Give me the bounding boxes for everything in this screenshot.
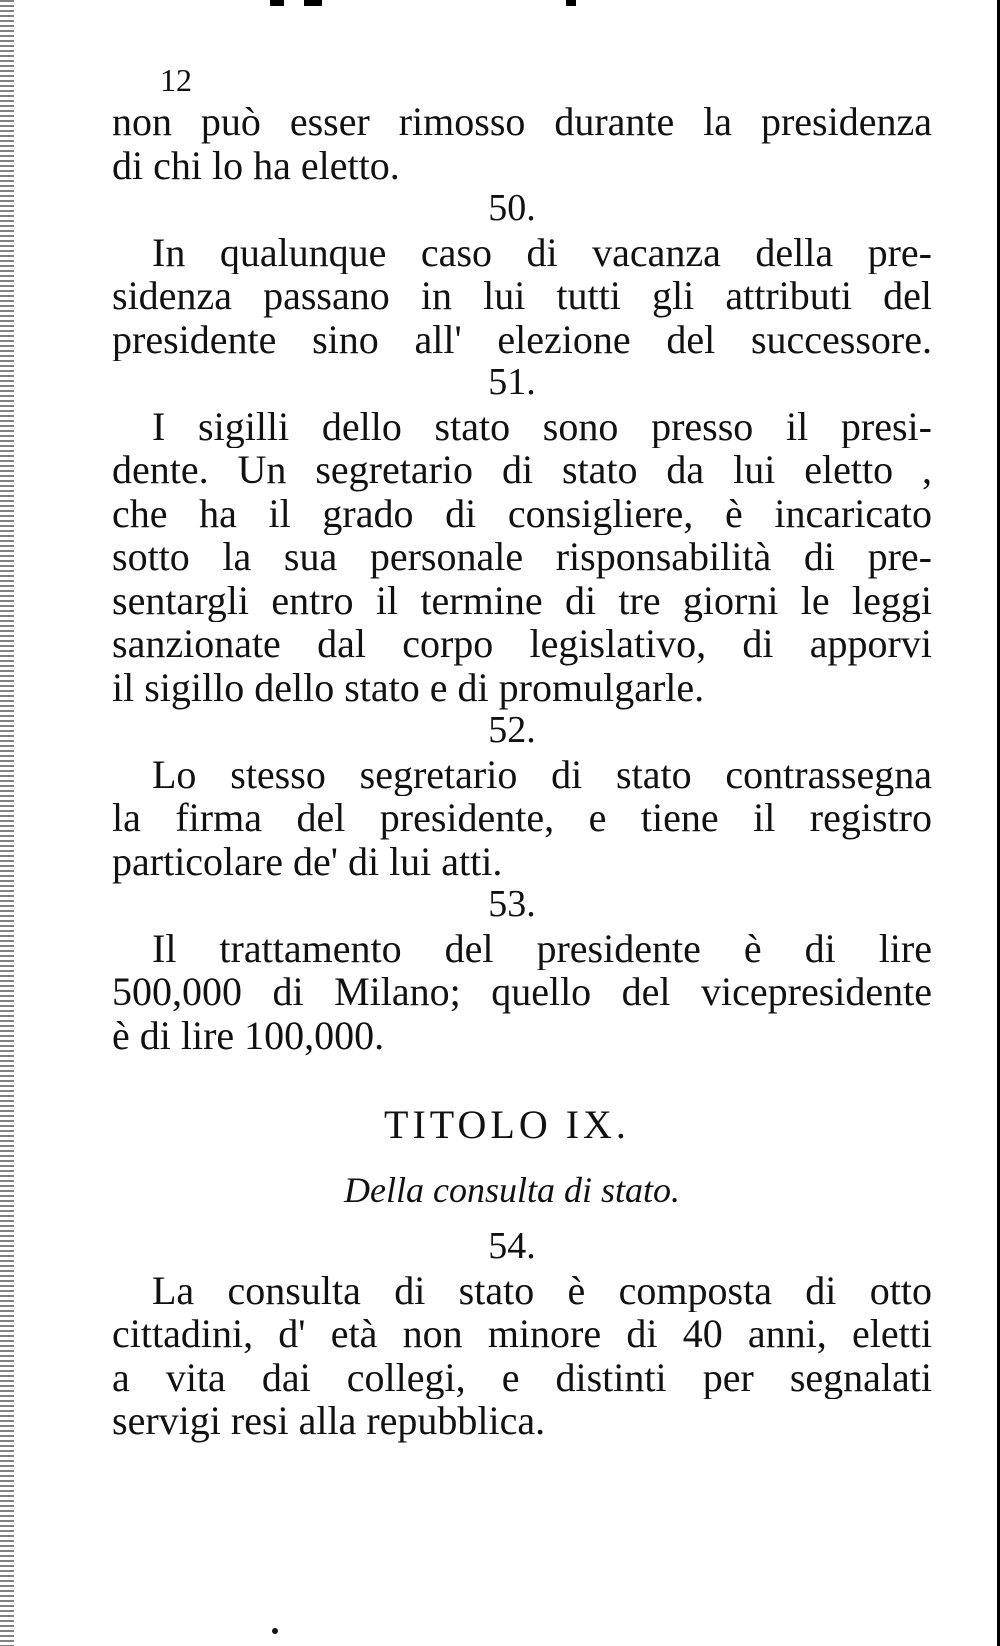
section-subtitle: Della consulta di stato. [344, 1170, 680, 1210]
text-line: sotto la sua personale risponsabilità di pre- [112, 535, 932, 579]
text-line: sentargli entro il termine di tre giorni le leggi [112, 578, 932, 622]
text-line: sanzionate dal corpo legislativo, di apporvi [112, 622, 932, 666]
text-line: In qualunque caso di vacanza della pre- [152, 230, 932, 274]
article-number-51: 51. [488, 361, 536, 403]
article-number-54: 54. [488, 1225, 536, 1267]
text-line: Lo stesso segretario di stato contrassegna [152, 752, 932, 796]
article-number-53: 53. [488, 883, 536, 925]
text-line: è di lire 100,000. [112, 1012, 385, 1058]
text-line: a vita dai collegi, e distinti per segnalati [112, 1355, 932, 1399]
page-binding-edge [0, 0, 14, 1646]
text-line: non può esser rimosso durante la presidenza [112, 100, 932, 144]
text-line: di chi lo ha eletto. [112, 142, 400, 188]
text-line: La consulta di stato è composta di otto [152, 1268, 932, 1312]
text-line: Il trattamento del presidente è di lire [152, 926, 932, 970]
page-text [112, 60, 932, 1443]
text-line: dente. Un segretario di stato da lui eletto , [112, 448, 932, 492]
article-number-52: 52. [488, 709, 536, 751]
text-line: la firma del presidente, e tiene il registro [112, 796, 932, 840]
text-line: I sigilli dello stato sono presso il presi- [152, 404, 932, 448]
text-line: che ha il grado di consigliere, è incaricato [112, 491, 932, 535]
ink-speck [272, 1628, 278, 1634]
text-line: cittadini, d' età non minore di 40 anni, eletti [112, 1312, 932, 1356]
text-line: servigi resi alla repubblica. [112, 1398, 546, 1443]
article-number-50: 50. [488, 187, 536, 229]
text-line: sidenza passano in lui tutti gli attributi del [112, 274, 932, 318]
text-line: particolare de' di lui atti. [112, 838, 503, 884]
section-gap [112, 1057, 932, 1095]
text-line: il sigillo dello stato e di promulgarle. [112, 664, 705, 710]
top-print-marks [270, 0, 590, 6]
text-line: 500,000 di Milano; quello del vicepresidente [112, 970, 932, 1014]
page-number: 12 [160, 62, 192, 98]
section-title: TITOLO IX. [384, 1102, 630, 1147]
text-line: presidente sino all' elezione del successore. [112, 317, 932, 361]
